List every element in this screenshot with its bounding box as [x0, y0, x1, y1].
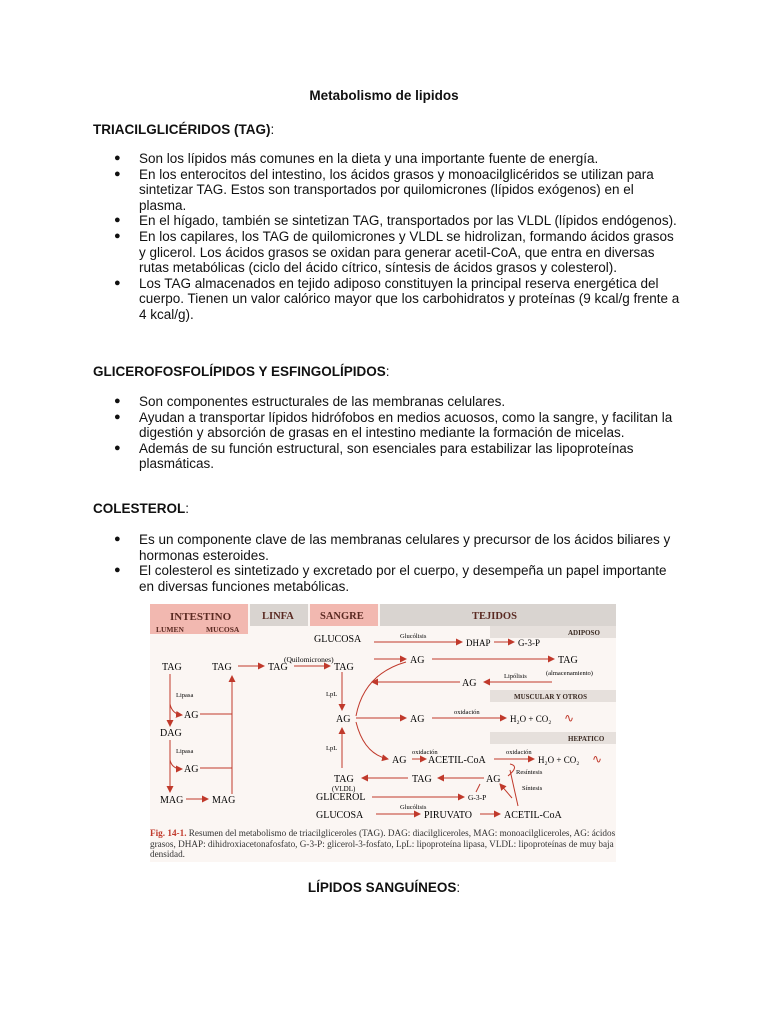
lipolisis-label: Lipólisis	[504, 673, 527, 680]
bullet-icon: ●	[114, 229, 121, 242]
curve-ag-adiposo	[356, 662, 406, 716]
metabolism-figure	[150, 604, 616, 862]
bullet-list-glicerofosfolipidos	[93, 394, 683, 472]
lipasa-label-1: Lipasa	[176, 692, 194, 699]
figure-number: Fig. 14-1.	[150, 828, 187, 838]
bullet-icon: ●	[114, 410, 121, 423]
bullet-icon: ●	[114, 564, 121, 577]
tag-lumen: TAG	[162, 662, 182, 673]
list-item	[93, 213, 683, 229]
arrow-lipasa-1	[170, 704, 182, 715]
tag-hepatico: TAG	[412, 774, 432, 785]
ag-muscular: AG	[410, 714, 425, 725]
glucolisis-label-1: Glucólisis	[400, 633, 427, 640]
mucosa-label: MUCOSA	[206, 625, 240, 634]
list-item-text: En los enterocitos del intestino, los ácidos grasos y monoacilglicéridos se utilizan para sintetizar TAG. Estos son transportados por quilomicrones (lípidos exógenos) en el plasma.	[139, 166, 654, 213]
glucosa-label-2: GLUCOSA	[316, 810, 364, 821]
line-g3p-tag	[476, 784, 480, 792]
list-item	[93, 410, 683, 441]
almacenamiento-label: (almacenamiento)	[546, 670, 593, 677]
list-item-text: Son componentes estructurales de las membranas celulares.	[139, 394, 506, 409]
list-item-text: En el hígado, también se sintetizan TAG, transportados por las VLDL (lípidos endógenos).	[139, 213, 677, 229]
list-item	[93, 394, 683, 410]
section-heading-text: COLESTEROL	[93, 501, 186, 516]
tag-sangre: TAG	[334, 662, 354, 673]
bullet-icon: ●	[114, 152, 121, 164]
lpl-label-2: LpL	[326, 745, 338, 752]
arrow-lipasa-2	[170, 760, 182, 769]
list-item	[93, 229, 683, 276]
section-heading-text: GLICEROFOSFOLÍPIDOS Y ESFINGOLÍPIDOS	[93, 364, 386, 379]
list-item	[93, 563, 683, 594]
dag-lumen: DAG	[160, 728, 182, 739]
linfa-label: LINFA	[262, 611, 294, 622]
g3p-label-1: G-3-P	[518, 638, 540, 648]
bullet-icon: ●	[114, 167, 121, 180]
ag-lipolisis: AG	[462, 678, 477, 689]
metabolism-diagram	[150, 604, 616, 830]
glucolisis-label-2: Glucólisis	[400, 804, 427, 811]
lumen-label: LUMEN	[156, 625, 184, 634]
tag-linfa: TAG	[268, 662, 288, 673]
bullet-icon: ●	[114, 276, 121, 289]
section-heading-glicerofosfolipidos	[93, 364, 390, 379]
oxidacion-label-1: oxidación	[454, 709, 480, 716]
list-item	[93, 276, 683, 323]
bullet-list-tag	[93, 151, 683, 323]
bullet-icon: ●	[114, 395, 121, 407]
tag-mucosa: TAG	[212, 662, 232, 673]
figure-caption	[150, 828, 618, 860]
dhap-label: DHAP	[466, 638, 491, 648]
list-item-text: Son los lípidos más comunes en la dieta y una importante fuente de energía.	[139, 151, 599, 166]
tag-vldl: TAG	[334, 774, 354, 785]
hepatico-label: HEPATICO	[568, 735, 605, 743]
section-heading-suffix: :	[456, 880, 461, 895]
list-item-text: En los capilares, los TAG de quilomicrones y VLDL se hidrolizan, formando ácidos grasos y glicerol. Los ácidos grasos se oxidan para generar acetil-CoA, que entra en diversas rutas metabólicas (ciclo del ácido cítrico, síntesis de ácidos grasos y colesterol).	[139, 228, 674, 276]
tag-adiposo: TAG	[558, 655, 578, 666]
oxidacion-label-2: oxidación	[412, 749, 438, 756]
piruvato-label: PIRUVATO	[424, 810, 472, 821]
ag-lumen-2: AG	[184, 764, 199, 775]
ag-hepatico: AG	[392, 755, 407, 766]
section-heading-suffix: :	[385, 364, 390, 379]
oxidacion-label-3: oxidación	[506, 749, 532, 756]
h2o-co2-2: H₂O + CO₂	[538, 755, 580, 765]
figure-caption-text: Resumen del metabolismo de triacilgliceroles (TAG). DAG: diacilgliceroles, MAG: monoacilgliceroles, AG: ácidos grasos, DHAP: dihidroxiacetonafosfato, G-3-P: glicerol-3-fosfato, LpL: lipoproteína lipasa, VLDL: lipoproteínas de muy baja densidad.	[150, 828, 616, 860]
mag-lumen: MAG	[160, 795, 184, 806]
arrow-sintesis	[500, 784, 512, 798]
ag-lumen-1: AG	[184, 710, 199, 721]
bullet-icon: ●	[114, 533, 121, 545]
intestino-label: INTESTINO	[170, 611, 232, 623]
g3p-label-2: G-3-P	[468, 793, 487, 802]
bullet-icon: ●	[114, 441, 121, 454]
glicerol-label: GLICEROL	[316, 792, 366, 803]
energy-wave-icon: ∿	[592, 752, 603, 766]
glucosa-label: GLUCOSA	[314, 634, 362, 645]
section-heading-lipidos-sanguineos	[0, 880, 768, 895]
list-item	[93, 532, 683, 563]
document-title: Metabolismo de lipidos	[309, 88, 459, 103]
energy-wave-icon: ∿	[564, 711, 575, 725]
list-item-text: Ayudan a transportar lípidos hidrófobos en medios acuosos, como la sangre, y facilitan la digestión y absorción de grasas en el intestino mediante la formación de micelas.	[139, 409, 673, 441]
quilomicrones-label: (Quilomicrones)	[284, 655, 334, 664]
section-heading-text: TRIACILGLICÉRIDOS (TAG)	[93, 122, 271, 137]
sintesis-label: Síntesis	[522, 785, 543, 792]
lpl-label-1: LpL	[326, 691, 338, 698]
adiposo-label: ADIPOSO	[568, 629, 600, 637]
list-item	[93, 441, 683, 472]
list-item-text: El colesterol es sintetizado y excretado por el cuerpo, y desempeña un papel importante en diversas funciones metabólicas.	[139, 563, 667, 594]
list-item-text: Es un componente clave de las membranas celulares y precursor de los ácidos biliares y hormonas esteroides.	[139, 532, 671, 563]
resintesis-label: Resíntesis	[516, 769, 543, 776]
list-item-text: Además de su función estructural, son esenciales para estabilizar las lipoproteínas plasmáticas.	[139, 440, 634, 472]
tejidos-label: TEJIDOS	[472, 611, 517, 622]
acetil-coa-2: ACETIL-CoA	[504, 810, 562, 821]
sangre-label: SANGRE	[320, 611, 364, 622]
bullet-list-colesterol	[93, 532, 683, 594]
ag-hepatico-2: AG	[486, 774, 501, 785]
vldl-label: (VLDL)	[332, 785, 356, 793]
list-item	[93, 151, 683, 167]
ag-sangre: AG	[336, 714, 351, 725]
acetil-coa-1: ACETIL-CoA	[428, 755, 486, 766]
ag-adiposo: AG	[410, 655, 425, 666]
lipasa-label-2: Lipasa	[176, 748, 194, 755]
h2o-co2-1: H₂O + CO₂	[510, 714, 552, 724]
section-heading-colesterol	[93, 501, 189, 516]
list-item-text: Los TAG almacenados en tejido adiposo constituyen la principal reserva energética del cuerpo. Tienen un valor calórico mayor que los carbohidratos y proteínas (9 kcal/g frente a 4 kcal/g).	[139, 275, 680, 322]
list-item	[93, 167, 683, 214]
arrow-ag-hepatico	[356, 722, 388, 759]
mag-mucosa: MAG	[212, 795, 236, 806]
section-heading-tag	[93, 122, 274, 137]
section-heading-text: LÍPIDOS SANGUÍNEOS	[307, 880, 457, 895]
bullet-icon: ●	[114, 214, 121, 227]
muscular-label: MUSCULAR Y OTROS	[514, 693, 587, 701]
section-heading-suffix: :	[270, 122, 275, 137]
section-heading-suffix: :	[185, 501, 190, 516]
